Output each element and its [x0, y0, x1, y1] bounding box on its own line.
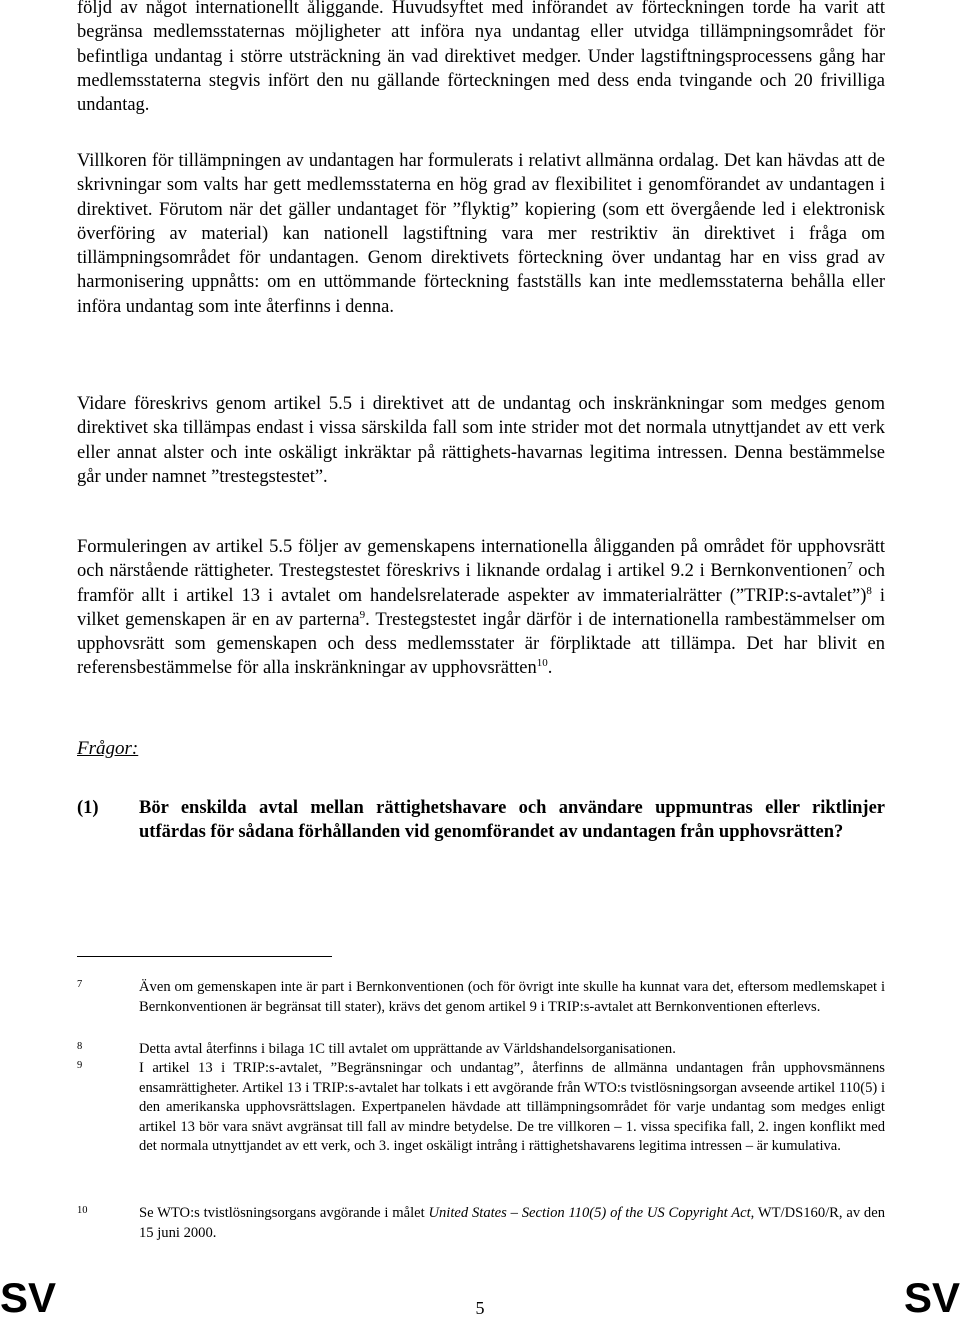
- case-title: United States – Section 110(5) of the US Copyright Act: [428, 1205, 751, 1221]
- footnote-text: Detta avtal återfinns i bilaga 1C till avtalet om upprättande av Världshandelsorganisationen.: [139, 1041, 676, 1057]
- paragraph-1: följd av något internationellt åliggande. Huvudsyftet med införandet av förteckningen torde ha varit att begränsa medlemsstaternas möjligheter att införa nya undantag eller utvidga tillämpningsområdet för befintliga undantag i större utsträckning än vad direktivet medger. Under lagstiftningsprocessens gång har medlemsstaterna stegvis infört den nu gällande förteckningen med dess enda tvingande och 20 frivilliga undantag.: [77, 0, 885, 116]
- question-item: [77, 796, 885, 845]
- paragraph-4-text: .: [547, 658, 553, 679]
- paragraph-3: Vidare föreskrivs genom artikel 5.5 i direktivet att de undantag och inskränkningar som medges genom direktivet ska tillämpas endast i vissa särskilda fall som inte strider mot det normala utnyttjandet av ett verk eller annat alster och inte oskäligt inkräktar på rättighets-havarnas legitima intressen. Denna bestämmelse går under namnet ”trestegstestet”.: [77, 394, 885, 487]
- paragraph-2: Villkoren för tillämpningen av undantagen har formulerats i relativt allmänna ordalag. Det kan hävdas att de skrivningar som valts har gett medlemsstaterna en hög grad av flexibilitet i genomförandet av undantagen i direktivet. Förutom när det gäller undantaget för ”flyktig” kopiering (som ett övergående led i elektronisk överföring av material) kan nationell lagstiftning vara mer restriktiv än direktivet i fråga om tillämpningsområdet för undantagen. Genom direktivets förteckning över undantag har en viss grad av harmonisering uppnåtts: om en uttömmande förteckning fastställs kan inte medlemsstaterna behålla eller införa undantag som inte återfinns i denna.: [77, 151, 885, 317]
- footnote-text: [139, 1204, 885, 1243]
- footnote-text: I artikel 13 i TRIP:s-avtalet, ”Begränsningar och undantag”, återfinns de allmänna undantagen från upphovsmännens ensamrättigheter. Artikel 13 i TRIP:s-avtalet har tolkats i ett avgörande från WTO:s tvistlösningsorgan avseende artikel 110(5) i den amerikanska upphovsrättslagen. Expertpanelen hävdade att tillämpningsområdet för varje undantag som medges enligt artikel 13 bör vara snävt avgränsat till fall av mindre betydelse. De tre villkoren – 1. vissa specifika fall, 2. ingen konflikt med det normala utnyttjandet av ett verk, och 3. inget oskäligt intrång i rättighetshavarens legitima intressen – är kumulativa.: [139, 1060, 885, 1155]
- footnote-text: Även om gemenskapen inte är part i Bernkonventionen (och för övrigt inte skulle ha kunnat vara det, eftersom medlemskapet i Bernkonventionen är begränsat till stater), krävs det genom artikel 9 i TRIP:s-avtalet att Bernkonventionen efterlevs.: [139, 979, 885, 1015]
- footnote-number: 9: [77, 1060, 83, 1071]
- footnote-separator: [77, 956, 332, 957]
- page-number: 5: [475, 1298, 485, 1318]
- questions-heading: Frågor:: [77, 738, 139, 759]
- paragraph-4-text: Formuleringen av artikel 5.5 följer av gemenskapens internationella åligganden på området för upphovsrätt och närstående rättigheter. Trestegstestet föreskrivs i liknande ordalag i artikel 9.2 i Bernkonventionen: [77, 537, 885, 582]
- footnote-10: [77, 1204, 885, 1243]
- question-number: (1): [77, 798, 99, 818]
- footnote-ref-8[interactable]: 8: [866, 584, 872, 597]
- footnote-text-part: , WT/DS160/R, av den 15 juni 2000.: [139, 1205, 885, 1241]
- footnote-number: 7: [77, 979, 83, 990]
- footnote-number: 8: [77, 1041, 83, 1052]
- footnote-text-part: Se WTO:s tvistlösningsorgans avgörande i målet: [139, 1205, 429, 1221]
- footnote-ref-10[interactable]: 10: [536, 657, 548, 670]
- footnote-8: [77, 1040, 885, 1060]
- footnote-7: [77, 978, 885, 1017]
- footnote-ref-7[interactable]: 7: [847, 560, 853, 573]
- paragraph-4: [77, 535, 885, 681]
- question-text: Bör enskilda avtal mellan rättighetshavare och användare uppmuntras eller riktlinjer utfärdas för sådana förhållanden vid genomförandet av undantagen från upphovsrätten?: [139, 798, 885, 843]
- footnote-ref-9[interactable]: 9: [359, 608, 366, 621]
- footnote-9: [77, 1059, 885, 1157]
- language-code-right: SV: [903, 1274, 960, 1321]
- paragraph-4-text: och framför allt i artikel 13 i avtalet om handelsrelaterade aspekter av immaterialrätter (”TRIP:s-avtalet”): [77, 561, 885, 606]
- paragraph-4-text: i vilket gemenskapen är en av parterna: [77, 585, 885, 630]
- paragraph-4-text: . Trestegstestet ingår därför i de internationella rambestämmelser om upphovsrätt som gemenskapen och dess medlemsstater är förpliktade att tillämpa. Det har blivit en referensbestämmelse för alla inskränkningar av upphovsrätten: [77, 609, 885, 679]
- language-code-left: SV: [0, 1274, 57, 1321]
- footnote-number: 10: [77, 1205, 88, 1216]
